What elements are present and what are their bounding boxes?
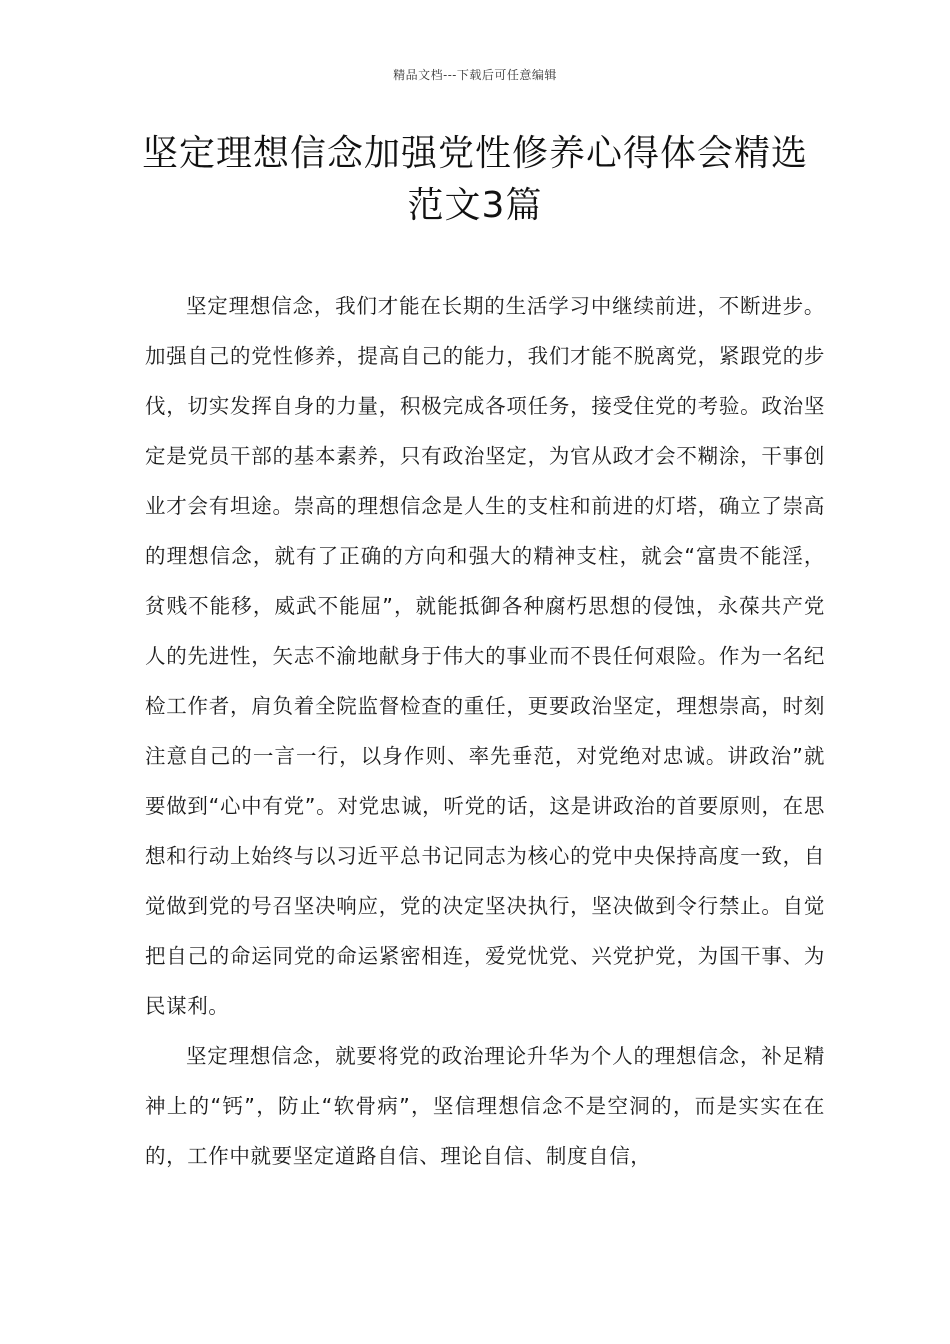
paragraph-1: 坚定理想信念，我们才能在长期的生活学习中继续前进，不断进步。加强自己的党性修养，提高自己的能力，我们才能不脱离党，紧跟党的步伐，切实发挥自身的力量，积极完成各项任务，接受住党的考验。政治坚定是党员干部的基本素养，只有政治坚定，为官从政才会不糊涂，干事创业才会有坦途。崇高的理想信念是人生的支柱和前进的灯塔，确立了崇高的理想信念，就有了正确的方向和强大的精神支柱，就会“富贵不能淫，贫贱不能移，威武不能屈”，就能抵御各种腐朽思想的侵蚀，永葆共产党人的先进性，矢志不渝地献身于伟大的事业而不畏任何艰险。作为一名纪检工作者，肩负着全院监督检查的重任，更要政治坚定，理想崇高，时刻注意自己的一言一行，以身作则、率先垂范，对党绝对忠诚。讲政治”就要做到“心中有党”。对党忠诚，听党的话，这是讲政治的首要原则，在思想和行动上始终与以习近平总书记同志为核心的党中央保持高度一致，自觉做到党的号召坚决响应，党的决定坚决执行，坚决做到令行禁止。自觉把自己的命运同党的命运紧密相连，爱党忧党、兴党护党，为国干事、为民谋利。 bbox=[145, 294, 825, 1018]
paragraph-2: 坚定理想信念，就要将党的政治理论升华为个人的理想信念，补足精神上的“钙”，防止“软骨病”，坚信理想信念不是空洞的，而是实实在在的，工作中就要坚定道路自信、理论自信、制度自信， bbox=[145, 1044, 825, 1168]
document-body bbox=[145, 281, 825, 1181]
document-title: 坚定理想信念加强党性修养心得体会精选范文3篇 bbox=[141, 133, 808, 226]
header-note: 精品文档---下载后可任意编辑 bbox=[393, 68, 557, 82]
